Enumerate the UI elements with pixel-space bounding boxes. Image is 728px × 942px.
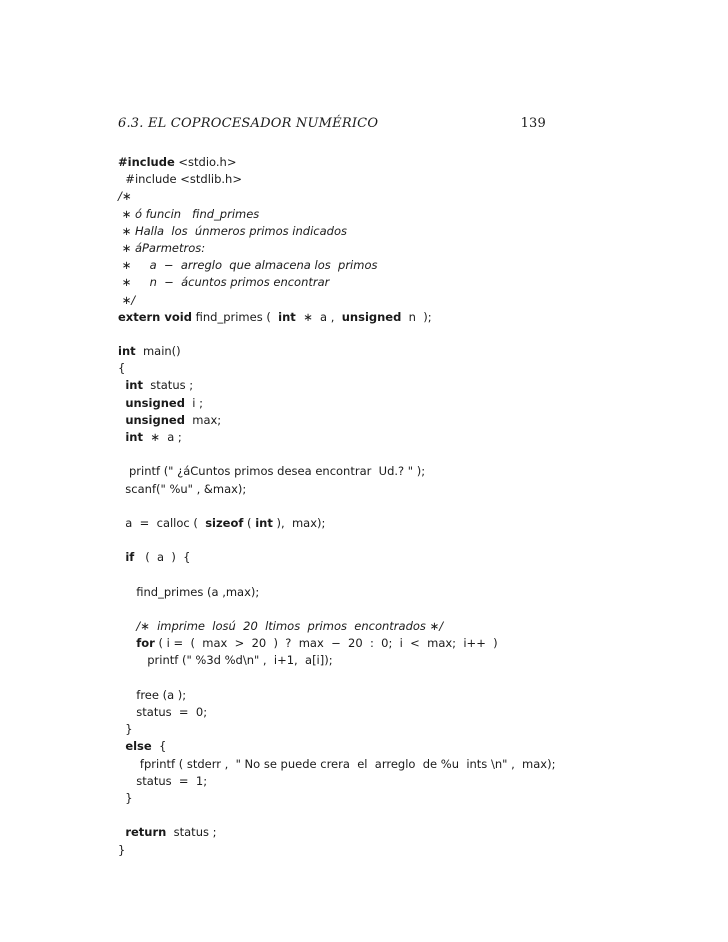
code-line-find-primes-call: find_primes (a ,max); — [118, 584, 260, 599]
code-text: main() — [135, 344, 181, 359]
keyword-extern-void: extern void — [118, 309, 192, 324]
code-line-printf-result: printf (" %3d %d\n" , i+1, a[i]); — [118, 653, 333, 668]
code-text: ( a ) { — [134, 550, 191, 565]
code-text: status ; — [142, 378, 194, 393]
code-text: ∗ a ; — [142, 430, 182, 444]
code-text: ∗ a , — [295, 309, 342, 324]
code-line-include-stdlib: #include <stdlib.h> — [118, 172, 242, 187]
code-line-else — [118, 738, 698, 755]
blank-line — [118, 567, 698, 584]
comment-line-param-a: ∗ a − arreglo que almacena los primos — [118, 258, 378, 273]
code-line-close-brace-main: } — [118, 842, 126, 857]
code-line-calloc — [118, 515, 698, 532]
keyword-int: int — [118, 344, 136, 359]
comment-line-description: ∗ Halla los únmeros primos indicados — [118, 223, 347, 238]
blank-line — [118, 498, 698, 515]
code-line-if — [118, 549, 698, 566]
code-line-status-one: status = 1; — [118, 773, 208, 788]
code-text: i ; — [184, 395, 203, 410]
comment-open: /∗ — [118, 189, 132, 204]
code-text: <stdio.h> — [174, 155, 237, 169]
keyword-int: int — [125, 378, 143, 393]
keyword-return: return — [125, 825, 167, 840]
blank-line — [118, 601, 698, 618]
comment-line-function: ∗ ó funcin find_primes — [118, 206, 260, 221]
code-line-close-brace-if: } — [118, 722, 133, 737]
keyword-int: int — [125, 430, 143, 444]
blank-line — [118, 670, 698, 687]
code-text: max; — [184, 412, 222, 427]
code-line-main — [118, 343, 698, 360]
section-title: 6.3. EL COPROCESADOR NUMÉRICO — [118, 116, 379, 131]
comment-line-params: ∗ áParmetros: — [118, 240, 206, 255]
code-line-decl-i — [118, 395, 698, 412]
keyword-unsigned: unsigned — [125, 412, 185, 427]
code-line-printf-prompt: printf (" ¿áCuntos primos desea encontrar Ud.? " ); — [118, 464, 426, 479]
code-text: a = calloc ( — [118, 515, 206, 530]
code-line-decl-status — [118, 377, 698, 394]
code-text: ), max); — [272, 515, 326, 530]
code-text: find_primes ( — [191, 309, 279, 324]
comment-line-print-last: /∗ imprime losú 20 ltimos primos encontrados ∗/ — [118, 619, 444, 634]
keyword-unsigned: unsigned — [125, 395, 185, 410]
code-text: ( — [243, 515, 256, 530]
code-line-free: free (a ); — [118, 687, 187, 702]
code-line-fprintf: fprintf ( stderr , " No se puede crera el arreglo de %u ints \n" , max); — [118, 756, 556, 771]
blank-line — [118, 446, 698, 463]
comment-close: ∗/ — [118, 292, 136, 307]
code-line-decl-a — [118, 429, 698, 446]
code-line-scanf: scanf(" %u" , &max); — [118, 481, 247, 496]
blank-line — [118, 532, 698, 549]
keyword-else: else — [125, 739, 152, 754]
page-number: 139 — [520, 116, 546, 131]
code-listing — [118, 154, 698, 859]
keyword-int: int — [255, 515, 273, 530]
code-text: { — [151, 739, 167, 754]
code-line-status-zero: status = 0; — [118, 705, 208, 719]
keyword-int: int — [278, 309, 296, 324]
code-text: n ); — [401, 309, 432, 324]
blank-line — [118, 326, 698, 343]
code-line-return — [118, 824, 698, 841]
code-line-for — [118, 635, 698, 652]
comment-line-param-n: ∗ n − ácuntos primos encontrar — [118, 275, 330, 290]
code-line-decl-max — [118, 412, 698, 429]
keyword-unsigned: unsigned — [341, 309, 402, 324]
code-text: status ; — [166, 825, 217, 840]
keyword-for: for — [136, 636, 155, 651]
keyword-include: #include — [118, 155, 175, 169]
keyword-sizeof: sizeof — [205, 515, 244, 530]
keyword-if: if — [125, 550, 135, 565]
code-text: ( i = ( max > 20 ) ? max − 20 : 0; i < max; i++ ) — [154, 636, 498, 651]
code-line-include-stdio — [118, 154, 698, 171]
blank-line — [118, 807, 698, 824]
code-line-extern-decl — [118, 309, 698, 326]
code-line-open-brace: { — [118, 361, 126, 376]
running-header — [118, 116, 546, 136]
code-line-close-brace-else: } — [118, 790, 133, 805]
